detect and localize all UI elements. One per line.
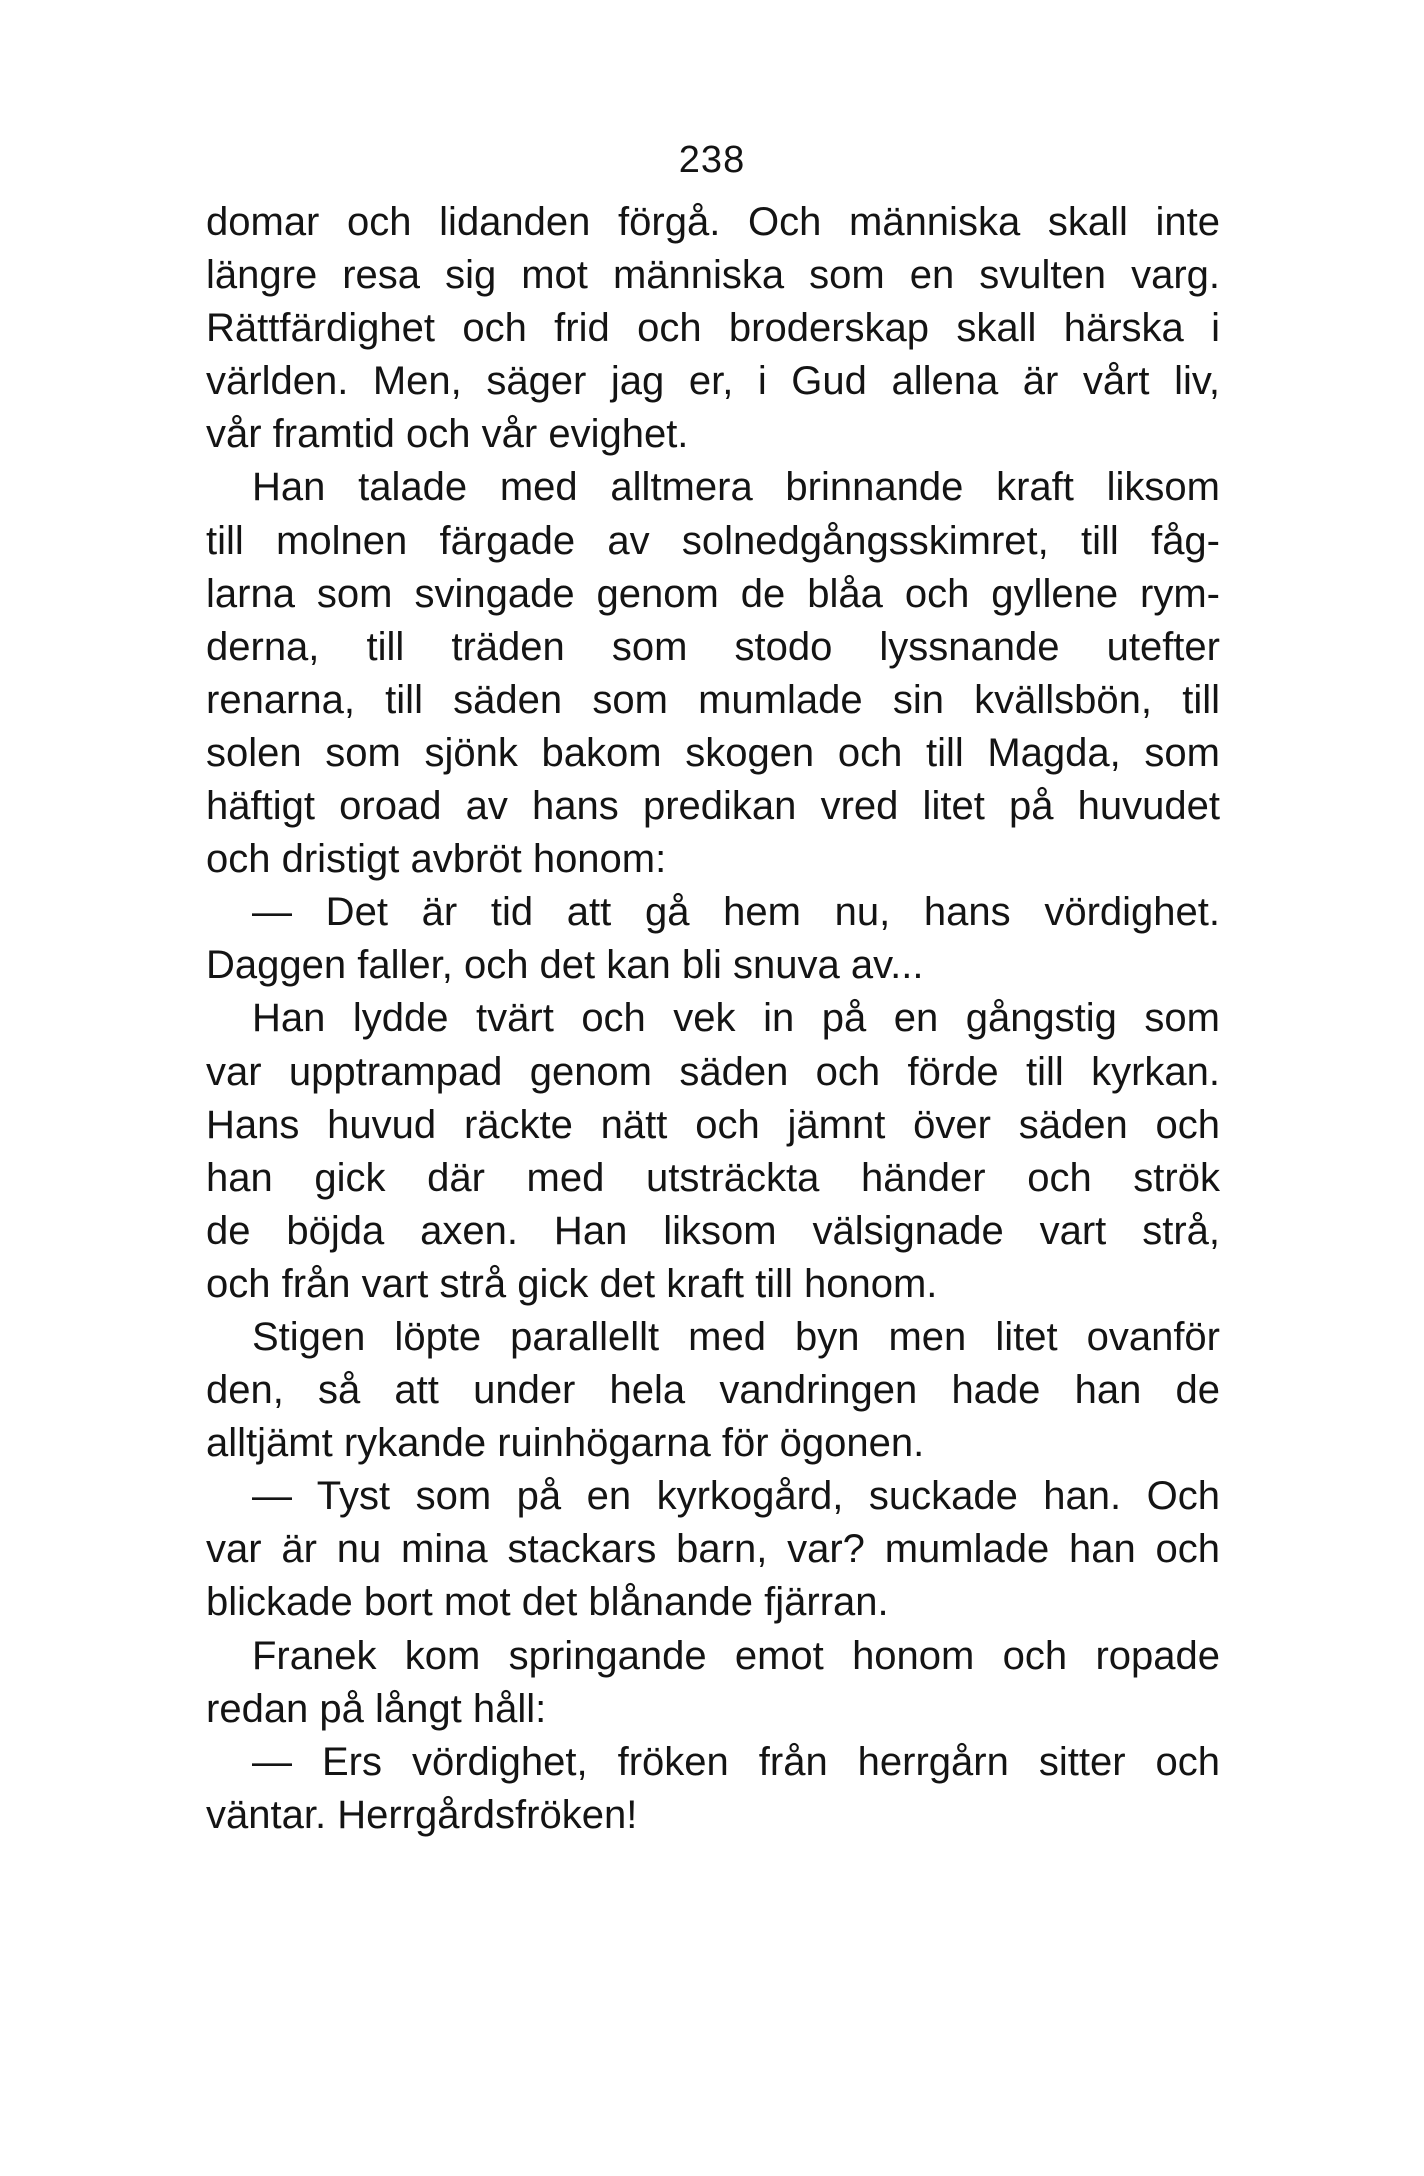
body-text bbox=[206, 196, 1220, 1842]
text-line: väntar. Herrgårdsfröken! bbox=[206, 1792, 638, 1837]
page-number: 238 bbox=[678, 139, 746, 181]
text-line: Rättfärdighet och frid och broderskap skall härska i bbox=[206, 306, 1220, 351]
text-line: de böjda axen. Han liksom välsignade vart strå, bbox=[206, 1208, 1220, 1253]
text-line: han gick där med utsträckta händer och strök bbox=[206, 1155, 1220, 1200]
text-line: längre resa sig mot människa som en svulten varg. bbox=[206, 253, 1220, 298]
text-line: Han talade med alltmera brinnande kraft liksom bbox=[252, 465, 1220, 510]
text-line: redan på långt håll: bbox=[206, 1686, 547, 1731]
text-line: den, så att under hela vandringen hade han de bbox=[206, 1368, 1220, 1413]
text-line: världen. Men, säger jag er, i Gud allena är vårt liv, bbox=[206, 359, 1220, 404]
text-line: derna, till träden som stodo lyssnande utefter bbox=[206, 624, 1220, 669]
text-line: vår framtid och vår evighet. bbox=[206, 412, 689, 457]
text-line: Franek kom springande emot honom och ropade bbox=[252, 1633, 1220, 1678]
text-line: och dristigt avbröt honom: bbox=[206, 837, 667, 882]
text-line: Hans huvud räckte nätt och jämnt över säden och bbox=[206, 1102, 1220, 1147]
text-line: larna som svingade genom de blåa och gyllene rym- bbox=[206, 571, 1220, 616]
text-line: till molnen färgade av solnedgångsskimret, till fåg- bbox=[206, 518, 1220, 563]
text-line: Daggen faller, och det kan bli snuva av... bbox=[206, 943, 924, 988]
text-line: Han lydde tvärt och vek in på en gångstig som bbox=[252, 996, 1220, 1041]
text-line: renarna, till säden som mumlade sin kvällsbön, till bbox=[206, 677, 1220, 722]
text-line: — Tyst som på en kyrkogård, suckade han. Och bbox=[252, 1474, 1220, 1519]
text-line: solen som sjönk bakom skogen och till Magda, som bbox=[206, 730, 1220, 775]
text-line: Stigen löpte parallellt med byn men litet ovanför bbox=[252, 1314, 1220, 1359]
text-line: blickade bort mot det blånande fjärran. bbox=[206, 1580, 889, 1625]
text-line: alltjämt rykande ruinhögarna för ögonen. bbox=[206, 1421, 925, 1466]
text-line: var är nu mina stackars barn, var? mumlade han och bbox=[206, 1527, 1220, 1572]
text-line: och från vart strå gick det kraft till honom. bbox=[206, 1261, 938, 1306]
text-line: domar och lidanden förgå. Och människa skall inte bbox=[206, 200, 1220, 244]
text-line: — Det är tid att gå hem nu, hans vördighet. bbox=[252, 890, 1220, 935]
text-line: häftigt oroad av hans predikan vred litet på huvudet bbox=[206, 784, 1220, 829]
text-line: var upptrampad genom säden och förde till kyrkan. bbox=[206, 1049, 1220, 1094]
text-line: — Ers vördighet, fröken från herrgårn sitter och bbox=[252, 1739, 1220, 1784]
